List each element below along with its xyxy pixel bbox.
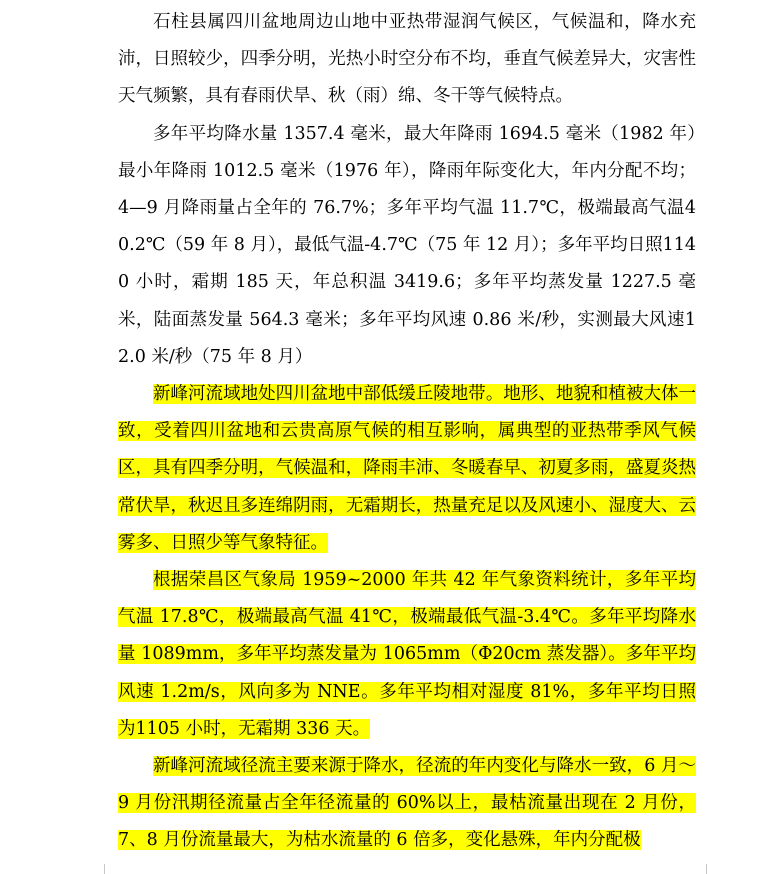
paragraph-text[interactable]: 多年平均降水量 1357.4 毫米，最大年降雨 1694.5 毫米（1982 年）最小年降雨 1012.5 毫米（1976 年），降雨年际变化大，年内分配不均；4—9 月降雨量占全年的 76.7%；多年平均气温 11.7℃，极端最高气温40.2℃（59 年 8 月），最低气温-4.7℃（75 年 12 月）；多年平均日照1140 小时，霜期 185 天，年总积温 3419.6；多年平均蒸发量 1227.5 毫米，陆面蒸发量 564.3 毫米；多年平均风速 0.86 米/秒，实测最大风速12.0 米/秒（75 年 8 月） bbox=[118, 123, 696, 367]
paragraph-rongchang-statistics bbox=[118, 562, 696, 748]
document-body bbox=[118, 4, 696, 860]
paragraph-text[interactable]: 石柱县属四川盆地周边山地中亚热带湿润气候区，气候温和，降水充沛，日照较少，四季分明，光热小时空分布不均，垂直气候差异大，灾害性天气频繁，具有春雨伏旱、秋（雨）绵、冬干等气候特点。 bbox=[118, 12, 696, 107]
highlighted-text[interactable]: 根据荣昌区气象局 1959~2000 年共 42 年气象资料统计，多年平均气温 17.8℃，极端最高气温 41℃，极端最低气温-3.4℃。多年平均降水量 1089mm，多年平均蒸发量为 1065mm（Φ20cm 蒸发器）。多年平均风速 1.2m/s，风向多为 NNE。多年平均相对湿度 81%，多年平均日照为1105 小时，无霜期 336 天。 bbox=[118, 570, 696, 739]
paragraph-basin-climate bbox=[118, 376, 696, 562]
page-margin-corner-mark bbox=[104, 864, 115, 874]
paragraph-runoff bbox=[118, 748, 696, 860]
highlighted-text[interactable]: 新峰河流域地处四川盆地中部低缓丘陵地带。地形、地貌和植被大体一致，受着四川盆地和云贵高原气候的相互影响，属典型的亚热带季风气候区，具有四季分明，气候温和，降雨丰沛、冬暖春早、初夏多雨，盛夏炎热常伏旱，秋迟且多连绵阴雨，无霜期长，热量充足以及风速小、湿度大、云雾多、日照少等气象特征。 bbox=[118, 384, 696, 553]
paragraph-climate-overview bbox=[118, 4, 696, 116]
highlighted-text[interactable]: 新峰河流域径流主要来源于降水，径流的年内变化与降水一致，6 月～9 月份汛期径流量占全年径流量的 60%以上，最枯流量出现在 2 月份，7、8 月份流量最大，为枯水流量的 6 倍多，变化悬殊，年内分配极 bbox=[118, 756, 696, 851]
paragraph-climate-statistics bbox=[118, 116, 696, 376]
page-margin-corner-mark bbox=[696, 864, 707, 874]
